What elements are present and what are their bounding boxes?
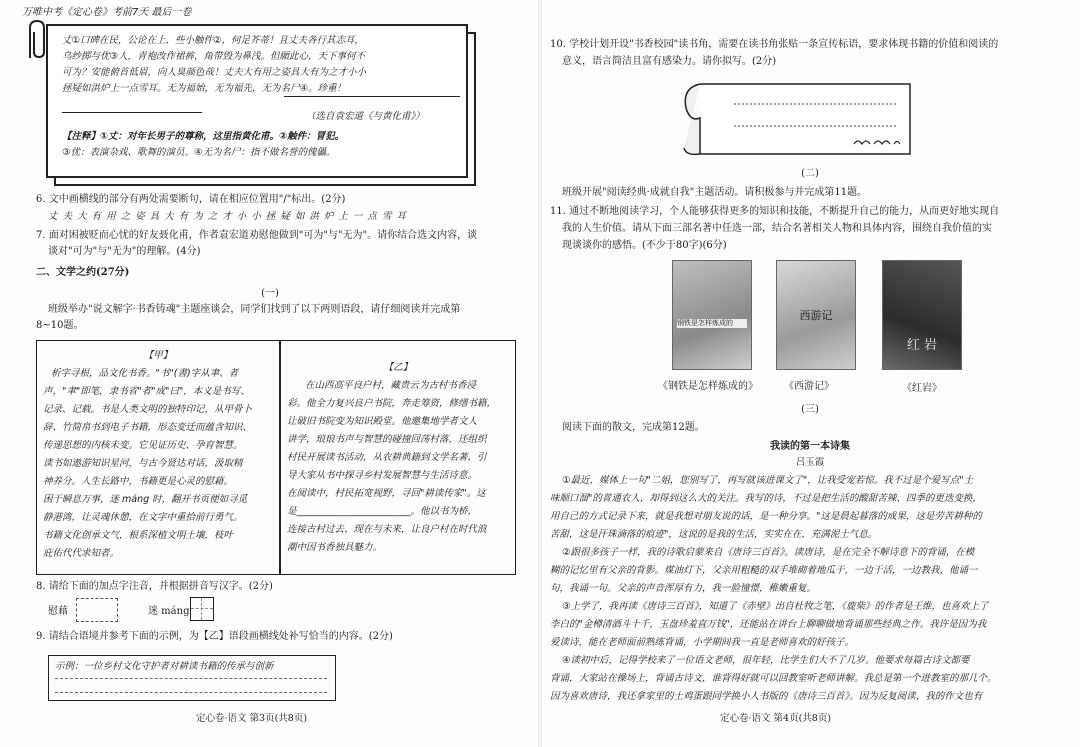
book-cover-title: 钢铁是怎样炼成的 (677, 319, 747, 328)
q9-example: 示例：一位乡村文化守护者对耕读书籍的传承与创新 (55, 661, 274, 672)
book-cover-title: 红 岩 (906, 338, 938, 353)
essay-line: 因为喜欢唐诗，我还拿家里的土鸡蛋跟同学换小人书版的《唐诗三百首》。因为反复阅读，我的作文也有 (550, 691, 983, 702)
classical-text-box (46, 24, 468, 178)
jia-line: 神养分。人生长路中，书籍更是心灵的慰藉。 (43, 476, 234, 487)
jia-line: 辞、竹简帛书到电子书籍，形态变迁而蕴含知识、 (43, 422, 253, 433)
yi-line: 导大家从书中探寻乡村发展智慧与生活诗意。 (287, 470, 478, 481)
classical-source: （选自袁宏道《与黄化甫》） (306, 111, 425, 122)
footer-right: 定心卷·语文 第4页(共8页) (720, 713, 832, 724)
book-cover-xiyouji (776, 260, 856, 370)
paperclip-icon (22, 18, 54, 64)
book-cover-hongyan (882, 260, 962, 370)
yi-line: 讲学，琅琅书声与智慧的碰撞回荡村落，还组织 (287, 434, 487, 445)
essay-line: ④读初中后，记得学校来了一位语文老师，很年轻，比学生们大不了几岁。他要求每篇古诗文都要 (562, 655, 970, 666)
essay-line: 背诵，大家站在操场上，背诵古诗文，谁背得好就可以回教室听老师讲解。我总是第一个进教室的那几个。 (550, 673, 997, 684)
part-2-label: (二) (801, 168, 819, 179)
jia-line: 静港湾，让灵魂休憩，在文字中重拾前行勇气。 (43, 512, 243, 523)
question-8: 8. 请给下面的加点字注音，并根据拼音写汉字。(2分) (36, 581, 273, 592)
book-cover-gangtie (672, 260, 752, 370)
essay-title: 我读的第一本诗集 (770, 441, 850, 452)
classical-note-1: 【注释】①丈：对年长男子的尊称，这里指黄化甫。②触件：冒犯。 (62, 131, 345, 142)
essay-line: ②跟很多孩子一样，我的诗歌启蒙来自《唐诗三百首》。读唐诗，是在完全不解诗意下的背诵，在模 (562, 547, 975, 558)
yi-line: 在山西高平良户村，藏贵云为古村书香浸 (305, 380, 477, 391)
q12-intro: 阅读下面的散文，完成第12题。 (562, 422, 705, 433)
classical-line-2: 乌纱掷与优③人，青袍改作裙裤，角带毁为鼻浅。但願此心，天下事何不 (62, 51, 366, 62)
yi-line: 村民开展读书活动，从农耕典籍到文学名著，引 (287, 452, 487, 463)
book-title-hongyan: 《红岩》 (902, 383, 942, 394)
essay-line: ③上学了，我再读《唐诗三百首》，知道了《赤壁》出自杜牧之笔，《鹿柴》的作者是王维，也喜欢上了 (562, 601, 989, 612)
q6-sentence: 丈 夫 大 有 用 之 姿 具 大 有 为 之 才 小 小 拯 疑 如 洪 炉 上 一 点 雪 耳 (48, 211, 407, 222)
q8-word-1: 慰藉 (48, 606, 68, 617)
book-cover-title: 西游记 (799, 309, 833, 322)
example-box (48, 655, 336, 701)
page-header: 万唯中考《定心卷》考前7天 最后一卷 (22, 7, 192, 18)
yi-title: 【乙】 (383, 362, 413, 373)
yi-line: 连接古村过去、现在与未来，让良户村在时代浪 (287, 524, 487, 535)
passage-table (36, 340, 516, 575)
table-divider (279, 341, 281, 574)
yi-line: 彩。他全力复兴良户书院，奔走筹资，修缮书籍， (287, 398, 497, 409)
part-1-label: (一) (261, 288, 279, 299)
jia-line: 庇佑代代求知者。 (43, 548, 120, 559)
underline-2 (62, 112, 202, 113)
answer-line-2[interactable] (55, 692, 327, 693)
essay-author: 吕玉霞 (795, 457, 825, 468)
question-6: 6. 文中画横线的部分有两处需要断句，请在相应位置用"/"标出。(2分) (36, 194, 346, 205)
essay-line: 句，我诵一句。父亲的声音浑厚有力，我一脸憧憬，稚嫩重复。 (550, 583, 817, 594)
part-3-label: (三) (801, 404, 819, 415)
book-title-gangtie: 《钢铁是怎样炼成的》 (658, 381, 758, 392)
essay-line: 味顺口溜"的普通农人，却得到这么大的关注。我写的诗，不过是把生活的酸甜苦辣、四季的更迭变换， (550, 493, 982, 504)
question-7-line-1: 7. 面对困被贬而心忧的好友聂化甫，作者袁宏道劝慰他做到"可为"与"无为"。请你结合选文内容，谈 (36, 230, 478, 241)
essay-line: 爱读诗，能在老师面前熟练背诵，小学期间我一直是老师喜欢的好孩子。 (550, 637, 855, 648)
answer-line-1[interactable] (55, 678, 327, 679)
footer-left: 定心卷·语文 第3页(共8页) (196, 713, 308, 724)
jia-line: 书籍文化创承文气，根系深植文明土壤，枝叶 (43, 530, 234, 541)
classical-line-4: 拯疑如洪炉上一点雪耳。无为福始，无为福先，无为名尸④。珍重！ (62, 83, 347, 94)
essay-line: 糊的记忆里有父亲的背影。煤油灯下，父亲用粗糙的双手堆砌着地瓜干，一边干活，一边教我，他诵一 (550, 565, 978, 576)
jia-title: 【甲】 (143, 350, 173, 361)
yi-line-blank[interactable]: 是________________________。他以书为桥， (287, 506, 478, 517)
jia-line: 记录、记载。书是人类文明的独特印记，从甲骨卜 (43, 404, 253, 415)
question-10-line-2: 意义，语言简洁且富有感染力。请你拟写。(2分) (562, 56, 777, 67)
book-title-xiyouji: 《西游记》 (784, 381, 834, 392)
jia-line: 读书如遨游知识星河，与古今贤达对话，汲取精 (43, 458, 243, 469)
jia-line: 传递思想的内核未变。它见证历史、孕育智慧。 (43, 440, 243, 451)
section-2-title: 二、文学之约(27分) (36, 267, 130, 278)
essay-line: 用自己的方式记录下来，就是我想对朋友说的话，是一种分享。"这是晨起暮落的成果，这是劳苦耕种的 (550, 511, 982, 522)
jia-line: 声，"聿"即笔，隶书省"者"成"曰"，本义是书写、 (43, 386, 250, 397)
jia-line: 困于瞬息万事，迷 máng 时，翻开书页便如寻觅 (43, 494, 248, 505)
question-7-line-2: 谈对"可为"与"无为"的理解。(4分) (48, 246, 201, 257)
classical-line-1: 丈①口碑在民，公论在上，些小触件②，何足芥蒂！且丈夫各行其志耳， (62, 35, 365, 46)
question-11-line-2: 我的人生价值。请从下面三部名著中任选一部，结合名著相关人物和具体内容，围绕自我价值的实 (562, 223, 992, 234)
yi-line: 让破旧书院变为知识殿堂。他邀集地学者文人 (287, 416, 478, 427)
hanzi-answer-cell[interactable] (190, 597, 214, 621)
classical-note-2: ③优：表演杂戏、歌舞的演员。④无为名尸：指不做名誉的傀儡。 (62, 147, 336, 158)
activity-text: 班级开展"阅读经典·成就自我"主题活动。请积极参与并完成第11题。 (562, 187, 868, 198)
pinyin-answer-box[interactable] (76, 598, 118, 622)
yi-line: 潮中因书香独具魅力。 (287, 542, 383, 553)
right-page (540, 0, 1080, 747)
essay-line: ①最近，媒体上一句"二姐，您别写了，再写就该进课文了"，让我受宠若惊。我不过是个爱写点"土 (562, 475, 974, 486)
scroll-answer-box[interactable] (678, 78, 918, 160)
essay-line: 李白的"金樽清酒斗十千，玉盘珍羞直万钱"，还能站在讲台上聊聊做地背诵那些经典之作。我许是因为我 (550, 619, 987, 630)
q8-word-2: 迷 máng (148, 606, 190, 617)
question-9: 9. 请结合语境并参考下面的示例，为【乙】语段画横线处补写恰当的内容。(2分) (36, 631, 393, 642)
question-10-line-1: 10. 学校计划开设"书香校园"读书角，需要在读书角张贴一条宣传标语，要求体现书籍的价值和阅读的 (550, 39, 999, 50)
essay-line: 苦甜，这是汗珠滴落的痕迹"，这说的是我的生活，实实在在，充满泥土气息。 (550, 529, 878, 540)
question-11-line-1: 11. 通过不断地阅读学习，个人能够获得更多的知识和技能，不断提升自己的能力，从而更好地实现自 (550, 206, 1000, 217)
classical-line-3: 可为？安能俯首低眉，向人臭颜色哉！丈夫大有用之姿具大有为之才小小 (62, 67, 367, 78)
question-11-line-3: 现谈谈你的感悟。(不少于80字)(6分) (562, 240, 727, 251)
yi-line: 在阅读中，村民拓宽视野，寻回"耕读传家"。这 (287, 488, 486, 499)
intro-line-2: 8~10题。 (36, 320, 84, 331)
underline-1 (284, 96, 460, 97)
intro-line-1: 班级举办"说文解字·书香铸魂"主题座谈会，同学们找到了以下两则语段，请仔细阅读并完成第 (48, 304, 461, 315)
jia-line: 析字寻根，品文化书香。"书"(書)字从聿、者 (51, 368, 239, 379)
